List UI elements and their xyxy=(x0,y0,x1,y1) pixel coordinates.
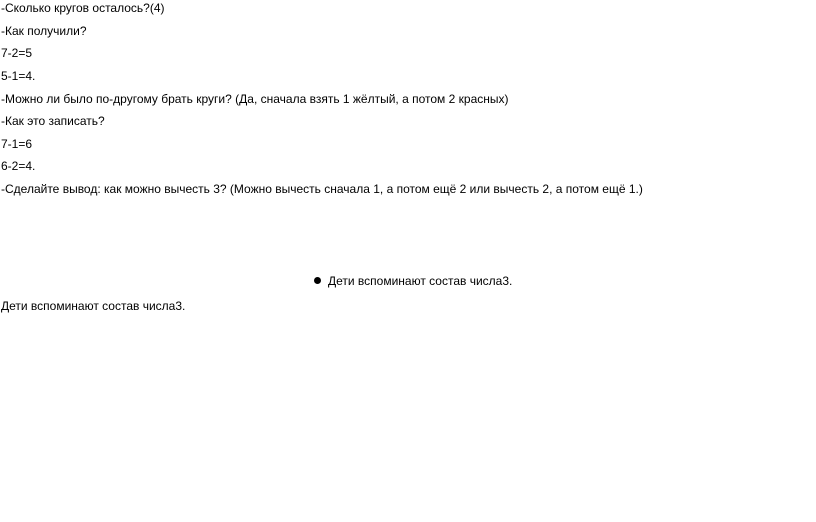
text-line-3: 7-2=5 xyxy=(1,46,33,60)
text-line-8: 6-2=4. xyxy=(1,159,36,173)
text-line-4: 5-1=4. xyxy=(1,69,36,83)
text-line-6: -Как это записать? xyxy=(1,114,105,128)
bullet-list-item xyxy=(314,273,512,289)
text-line-2: -Как получили? xyxy=(1,24,87,38)
bullet-text: Дети вспоминают состав числа3. xyxy=(328,274,513,288)
bullet-icon xyxy=(314,277,321,284)
text-line-1: -Сколько кругов осталось?(4) xyxy=(1,1,165,15)
text-line-7: 7-1=6 xyxy=(1,137,33,151)
text-line-5: -Можно ли было по-другому брать круги? (Да, сначала взять 1 жёлтый, а потом 2 красных) xyxy=(1,92,509,106)
footer-text-line: Дети вспоминают состав числа3. xyxy=(1,299,186,313)
text-line-9: -Сделайте вывод: как можно вычесть 3? (Можно вычесть сначала 1, а потом ещё 2 или вычесть 2, а потом ещё 1.) xyxy=(1,182,643,196)
